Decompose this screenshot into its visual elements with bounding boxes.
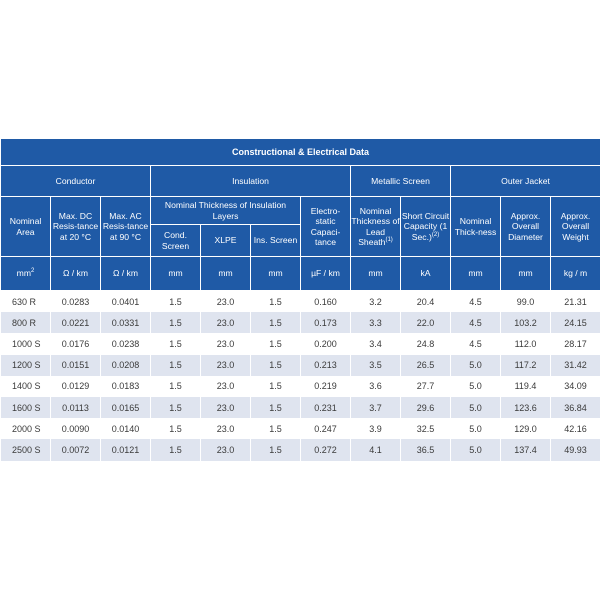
unit-ac: Ω / km bbox=[101, 257, 151, 291]
unit-lead: mm bbox=[351, 257, 401, 291]
table-cell: 1.5 bbox=[151, 291, 201, 313]
table-cell: 2000 S bbox=[1, 418, 51, 439]
header-cond-screen: Cond. Screen bbox=[151, 225, 201, 257]
table-cell: 1600 S bbox=[1, 397, 51, 418]
table-cell: 1200 S bbox=[1, 355, 51, 376]
header-short-circuit-text: Short Circuit Capacity (1 Sec.) bbox=[401, 210, 450, 242]
table-cell: 1.5 bbox=[151, 397, 201, 418]
table-cell: 1.5 bbox=[151, 312, 201, 333]
table-cell: 1.5 bbox=[151, 333, 201, 354]
table-cell: 31.42 bbox=[551, 355, 600, 376]
cable-data-table-wrapper bbox=[0, 138, 600, 461]
unit-short-circuit: kA bbox=[401, 257, 451, 291]
table-cell: 0.247 bbox=[301, 418, 351, 439]
header-lead-sheath-text: Nominal Thickness of Lead Sheath bbox=[351, 205, 400, 247]
table-cell: 23.0 bbox=[201, 397, 251, 418]
note-marker-1: (1) bbox=[385, 237, 393, 244]
table-cell: 27.7 bbox=[401, 376, 451, 397]
table-cell: 29.6 bbox=[401, 397, 451, 418]
table-cell: 0.272 bbox=[301, 439, 351, 460]
table-cell: 0.0238 bbox=[101, 333, 151, 354]
table-cell: 5.0 bbox=[451, 376, 501, 397]
table-cell: 1.5 bbox=[151, 418, 201, 439]
table-cell: 0.200 bbox=[301, 333, 351, 354]
table-cell: 4.5 bbox=[451, 333, 501, 354]
table-cell: 0.219 bbox=[301, 376, 351, 397]
table-cell: 0.160 bbox=[301, 291, 351, 313]
table-cell: 3.7 bbox=[351, 397, 401, 418]
table-cell: 23.0 bbox=[201, 355, 251, 376]
table-cell: 630 R bbox=[1, 291, 51, 313]
table-cell: 0.0221 bbox=[51, 312, 101, 333]
table-cell: 0.0090 bbox=[51, 418, 101, 439]
table-row bbox=[1, 312, 600, 333]
table-cell: 3.4 bbox=[351, 333, 401, 354]
table-row bbox=[1, 333, 600, 354]
table-cell: 0.0208 bbox=[101, 355, 151, 376]
table-cell: 119.4 bbox=[501, 376, 551, 397]
table-cell: 0.0401 bbox=[101, 291, 151, 313]
table-cell: 5.0 bbox=[451, 418, 501, 439]
table-cell: 5.0 bbox=[451, 439, 501, 460]
table-cell: 3.2 bbox=[351, 291, 401, 313]
group-metallic-screen: Metallic Screen bbox=[351, 166, 451, 197]
table-cell: 4.5 bbox=[451, 291, 501, 313]
table-row bbox=[1, 291, 600, 313]
unit-area bbox=[1, 257, 51, 291]
table-title: Constructional & Electrical Data bbox=[1, 139, 600, 166]
table-cell: 0.0331 bbox=[101, 312, 151, 333]
header-short-circuit bbox=[401, 197, 451, 257]
cable-data-table bbox=[0, 138, 600, 461]
table-cell: 1.5 bbox=[251, 312, 301, 333]
unit-area-sup: 2 bbox=[30, 268, 35, 275]
table-cell: 24.15 bbox=[551, 312, 600, 333]
table-cell: 137.4 bbox=[501, 439, 551, 460]
table-cell: 32.5 bbox=[401, 418, 451, 439]
table-cell: 1.5 bbox=[151, 439, 201, 460]
table-cell: 103.2 bbox=[501, 312, 551, 333]
table-cell: 0.0176 bbox=[51, 333, 101, 354]
table-cell: 5.0 bbox=[451, 397, 501, 418]
table-cell: 0.0121 bbox=[101, 439, 151, 460]
table-cell: 99.0 bbox=[501, 291, 551, 313]
unit-cond-screen: mm bbox=[151, 257, 201, 291]
table-cell: 3.9 bbox=[351, 418, 401, 439]
table-cell: 3.6 bbox=[351, 376, 401, 397]
table-row bbox=[1, 355, 600, 376]
table-cell: 23.0 bbox=[201, 291, 251, 313]
group-conductor: Conductor bbox=[1, 166, 151, 197]
table-cell: 0.0165 bbox=[101, 397, 151, 418]
table-cell: 26.5 bbox=[401, 355, 451, 376]
table-row bbox=[1, 418, 600, 439]
header-weight: Approx. Overall Weight bbox=[551, 197, 600, 257]
table-cell: 1.5 bbox=[251, 397, 301, 418]
header-lead-sheath bbox=[351, 197, 401, 257]
unit-dc: Ω / km bbox=[51, 257, 101, 291]
header-jacket-thickness: Nominal Thick-ness bbox=[451, 197, 501, 257]
table-cell: 4.1 bbox=[351, 439, 401, 460]
unit-ins-screen: mm bbox=[251, 257, 301, 291]
unit-area-text: mm bbox=[16, 268, 31, 279]
table-row bbox=[1, 397, 600, 418]
header-capacitance: Electro-static Capaci-tance bbox=[301, 197, 351, 257]
table-cell: 0.0113 bbox=[51, 397, 101, 418]
table-cell: 36.5 bbox=[401, 439, 451, 460]
table-cell: 0.231 bbox=[301, 397, 351, 418]
header-nominal-area: Nominal Area bbox=[1, 197, 51, 257]
table-cell: 34.09 bbox=[551, 376, 600, 397]
table-cell: 0.0140 bbox=[101, 418, 151, 439]
table-cell: 1.5 bbox=[251, 376, 301, 397]
table-cell: 21.31 bbox=[551, 291, 600, 313]
table-cell: 0.0151 bbox=[51, 355, 101, 376]
table-cell: 3.3 bbox=[351, 312, 401, 333]
table-cell: 23.0 bbox=[201, 418, 251, 439]
table-cell: 0.0283 bbox=[51, 291, 101, 313]
unit-diameter: mm bbox=[501, 257, 551, 291]
unit-capacitance: µF / km bbox=[301, 257, 351, 291]
table-cell: 117.2 bbox=[501, 355, 551, 376]
table-cell: 49.93 bbox=[551, 439, 600, 460]
table-cell: 1.5 bbox=[251, 439, 301, 460]
unit-xlpe: mm bbox=[201, 257, 251, 291]
table-cell: 23.0 bbox=[201, 376, 251, 397]
table-cell: 1.5 bbox=[151, 376, 201, 397]
table-cell: 23.0 bbox=[201, 312, 251, 333]
table-cell: 28.17 bbox=[551, 333, 600, 354]
table-cell: 1.5 bbox=[251, 418, 301, 439]
table-cell: 1.5 bbox=[151, 355, 201, 376]
table-cell: 20.4 bbox=[401, 291, 451, 313]
table-cell: 0.213 bbox=[301, 355, 351, 376]
table-cell: 1.5 bbox=[251, 355, 301, 376]
table-cell: 42.16 bbox=[551, 418, 600, 439]
note-marker-2: (2) bbox=[431, 231, 440, 238]
table-cell: 129.0 bbox=[501, 418, 551, 439]
unit-weight: kg / m bbox=[551, 257, 600, 291]
group-insulation: Insulation bbox=[151, 166, 351, 197]
table-cell: 123.6 bbox=[501, 397, 551, 418]
table-cell: 1000 S bbox=[1, 333, 51, 354]
table-cell: 1400 S bbox=[1, 376, 51, 397]
table-cell: 23.0 bbox=[201, 439, 251, 460]
table-row bbox=[1, 439, 600, 460]
table-cell: 36.84 bbox=[551, 397, 600, 418]
table-cell: 2500 S bbox=[1, 439, 51, 460]
table-body bbox=[1, 291, 600, 461]
table-cell: 800 R bbox=[1, 312, 51, 333]
header-nominal-thickness: Nominal Thickness of Insulation Layers bbox=[151, 197, 301, 225]
table-cell: 0.0072 bbox=[51, 439, 101, 460]
table-cell: 112.0 bbox=[501, 333, 551, 354]
header-max-ac: Max. AC Resis-tance at 90 °C bbox=[101, 197, 151, 257]
table-cell: 0.173 bbox=[301, 312, 351, 333]
header-ins-screen: Ins. Screen bbox=[251, 225, 301, 257]
header-max-dc: Max. DC Resis-tance at 20 °C bbox=[51, 197, 101, 257]
table-cell: 1.5 bbox=[251, 291, 301, 313]
table-cell: 5.0 bbox=[451, 355, 501, 376]
table-cell: 1.5 bbox=[251, 333, 301, 354]
table-cell: 0.0183 bbox=[101, 376, 151, 397]
table-cell: 24.8 bbox=[401, 333, 451, 354]
table-cell: 22.0 bbox=[401, 312, 451, 333]
table-cell: 23.0 bbox=[201, 333, 251, 354]
table-cell: 0.0129 bbox=[51, 376, 101, 397]
table-row bbox=[1, 376, 600, 397]
header-diameter: Approx. Overall Diameter bbox=[501, 197, 551, 257]
unit-jacket: mm bbox=[451, 257, 501, 291]
table-cell: 4.5 bbox=[451, 312, 501, 333]
group-outer-jacket: Outer Jacket bbox=[451, 166, 600, 197]
header-xlpe: XLPE bbox=[201, 225, 251, 257]
table-cell: 3.5 bbox=[351, 355, 401, 376]
